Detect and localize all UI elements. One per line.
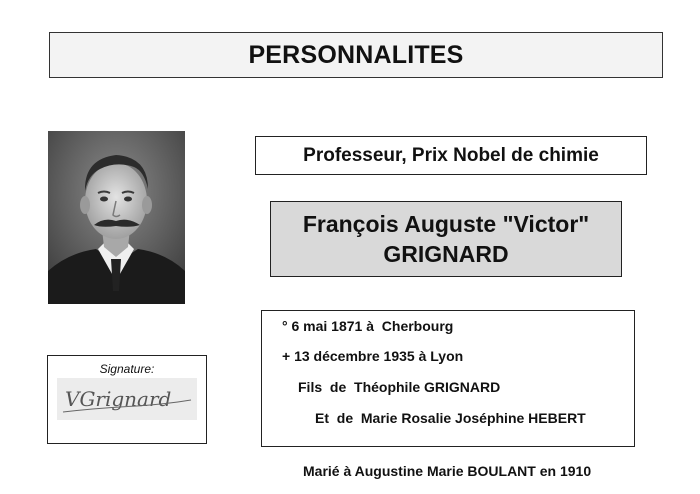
death-line: + 13 décembre 1935 à Lyon [282,348,464,364]
role-text: Professeur, Prix Nobel de chimie [303,144,599,166]
signature-box [47,355,207,444]
marriage-text: Marié à Augustine Marie BOULANT en 1910 [303,463,592,479]
father-line: Fils de Théophile GRIGNARD [298,379,501,395]
mother-line: Et de Marie Rosalie Joséphine HEBERT [315,410,586,426]
birth-line: ° 6 mai 1871 à Cherbourg [282,318,454,334]
signature-image [57,378,197,420]
signature-text: VGrignard [65,387,172,411]
full-name-line1: François Auguste "Victor" [302,211,590,237]
portrait-image [48,131,185,304]
full-name-line2: GRIGNARD [383,241,509,267]
bio-box [261,310,635,447]
name-box [270,201,622,277]
page-title-box [49,32,663,78]
page-title: PERSONNALITES [248,40,464,69]
signature-label: Signature: [99,362,155,376]
portrait-photo [48,131,185,304]
role-box [255,136,647,175]
